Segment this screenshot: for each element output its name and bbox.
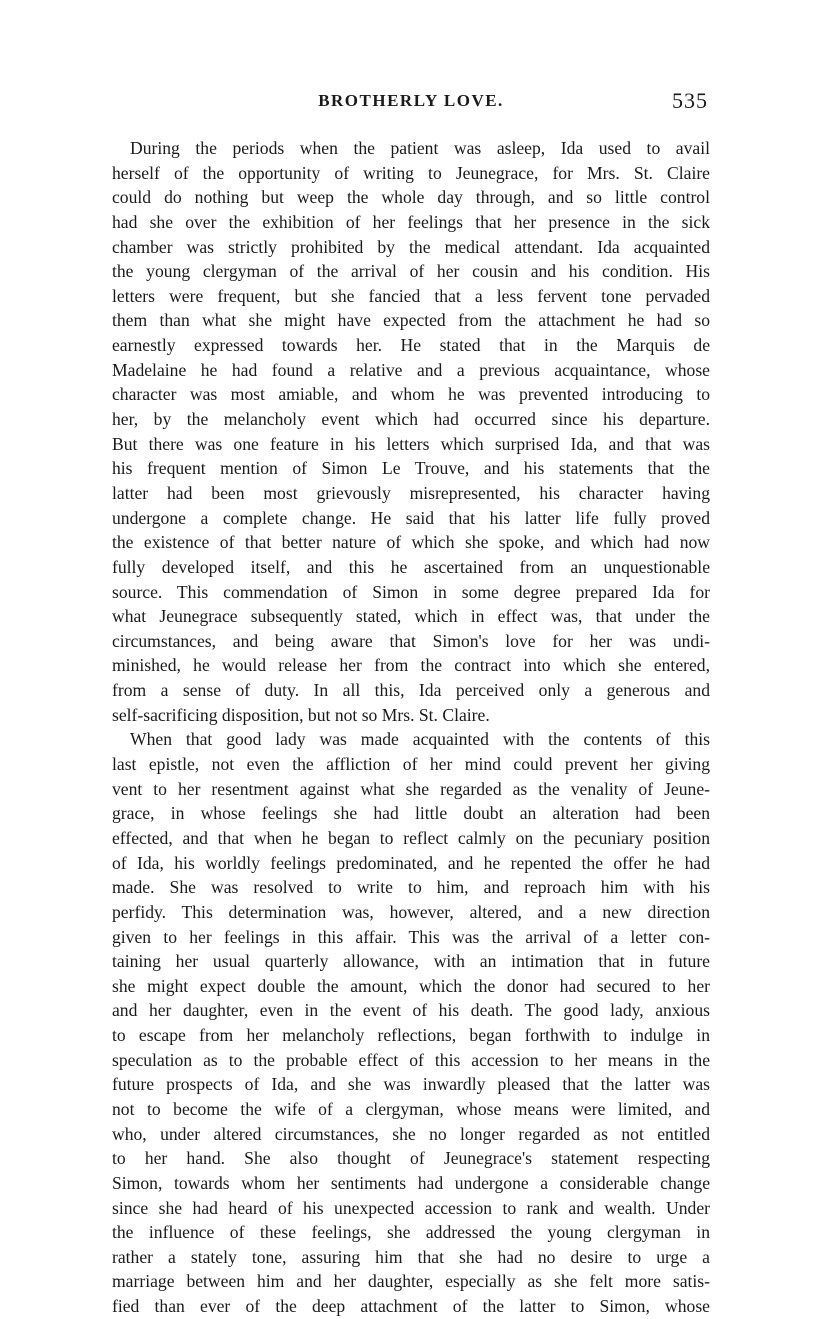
text-line: had she over the exhibition of her feelings that her presence in the sick	[112, 211, 710, 232]
running-header	[112, 88, 710, 116]
text-line: who, under altered circumstances, she no longer regarded as not entitled	[112, 1123, 710, 1144]
text-line: since she had heard of his unexpected accession to rank and wealth. Under	[112, 1197, 710, 1218]
text-line: herself of the opportunity of writing to Jeunegrace, for Mrs. St. Claire	[112, 162, 710, 183]
text-line: the existence of that better nature of which she spoke, and which had now	[112, 532, 710, 553]
text-line: effected, and that when he began to reflect calmly on the pecuniary position	[112, 827, 710, 848]
text-line: vent to her resentment against what she regarded as the venality of Jeune-	[112, 778, 710, 799]
text-line: last epistle, not even the affliction of her mind could prevent her giving	[112, 754, 710, 775]
text-line: her, by the melancholy event which had occurred since his departure.	[112, 409, 710, 430]
text-line: from a sense of duty. In all this, Ida perceived only a generous and	[112, 680, 710, 701]
paragraph	[112, 727, 710, 1318]
text-line: what Jeunegrace subsequently stated, which in effect was, that under the	[112, 606, 710, 627]
text-line: self-sacrificing disposition, but not so Mrs. St. Claire.	[112, 704, 490, 725]
text-line: undergone a complete change. He said that his latter life fully proved	[112, 507, 710, 528]
text-line: made. She was resolved to write to him, and reproach him with his	[112, 877, 710, 898]
text-line: the influence of these feelings, she addressed the young clergyman in	[112, 1222, 710, 1243]
text-line: taining her usual quarterly allowance, with an intimation that in future	[112, 951, 710, 972]
text-line: fied than ever of the deep attachment of the latter to Simon, whose	[112, 1296, 710, 1317]
page-number: 535	[672, 88, 708, 113]
paragraph	[112, 136, 710, 727]
text-line: could do nothing but weep the whole day through, and so little control	[112, 187, 710, 208]
text-line: of Ida, his worldly feelings predominated, and he repented the offer he had	[112, 852, 710, 873]
running-title: BROTHERLY LOVE.	[318, 91, 504, 110]
text-line: minished, he would release her from the contract into which she entered,	[112, 655, 710, 676]
text-line: letters were frequent, but she fancied that a less fervent tone pervaded	[112, 285, 710, 306]
text-line: Madelaine he had found a relative and a previous acquaintance, whose	[112, 359, 710, 380]
text-line: given to her feelings in this affair. This was the arrival of a letter con-	[112, 926, 710, 947]
text-line: But there was one feature in his letters which surprised Ida, and that was	[112, 433, 710, 454]
text-line: and her daughter, even in the event of his death. The good lady, anxious	[112, 1000, 710, 1021]
text-line: chamber was strictly prohibited by the medical attendant. Ida acquainted	[112, 236, 710, 257]
body-text	[112, 136, 710, 1319]
text-line: During the periods when the patient was asleep, Ida used to avail	[130, 138, 710, 158]
text-line: earnestly expressed towards her. He stated that in the Marquis de	[112, 335, 710, 356]
text-line: character was most amiable, and whom he was prevented introducing to	[112, 384, 710, 405]
text-line: his frequent mention of Simon Le Trouve, and his statements that the	[112, 458, 710, 479]
text-line: marriage between him and her daughter, especially as she felt more satis-	[112, 1271, 710, 1292]
text-line: fully developed itself, and this he ascertained from an unquestionable	[112, 556, 710, 577]
text-line: latter had been most grievously misrepresented, his character having	[112, 482, 710, 503]
text-line: she might expect double the amount, which the donor had secured to her	[112, 975, 710, 996]
text-line: speculation as to the probable effect of this accession to her means in the	[112, 1049, 710, 1070]
text-line: future prospects of Ida, and she was inwardly pleased that the latter was	[112, 1074, 710, 1095]
text-line: them than what she might have expected from the attachment he had so	[112, 310, 710, 331]
text-line: not to become the wife of a clergyman, whose means were limited, and	[112, 1098, 710, 1119]
text-line: to her hand. She also thought of Jeunegrace's statement respecting	[112, 1148, 710, 1169]
text-line: Simon, towards whom her sentiments had undergone a considerable change	[112, 1172, 710, 1193]
text-line: source. This commendation of Simon in some degree prepared Ida for	[112, 581, 710, 602]
text-line: to escape from her melancholy reflections, began forthwith to indulge in	[112, 1025, 710, 1046]
text-line: the young clergyman of the arrival of her cousin and his condition. His	[112, 261, 710, 282]
text-line: When that good lady was made acquainted with the contents of this	[130, 729, 710, 750]
text-line: perfidy. This determination was, however, altered, and a new direction	[112, 901, 710, 922]
text-line: rather a stately tone, assuring him that she had no desire to urge a	[112, 1246, 710, 1267]
text-line: grace, in whose feelings she had little doubt an alteration had been	[112, 803, 710, 824]
text-line: circumstances, and being aware that Simon's love for her was undi-	[112, 630, 710, 651]
